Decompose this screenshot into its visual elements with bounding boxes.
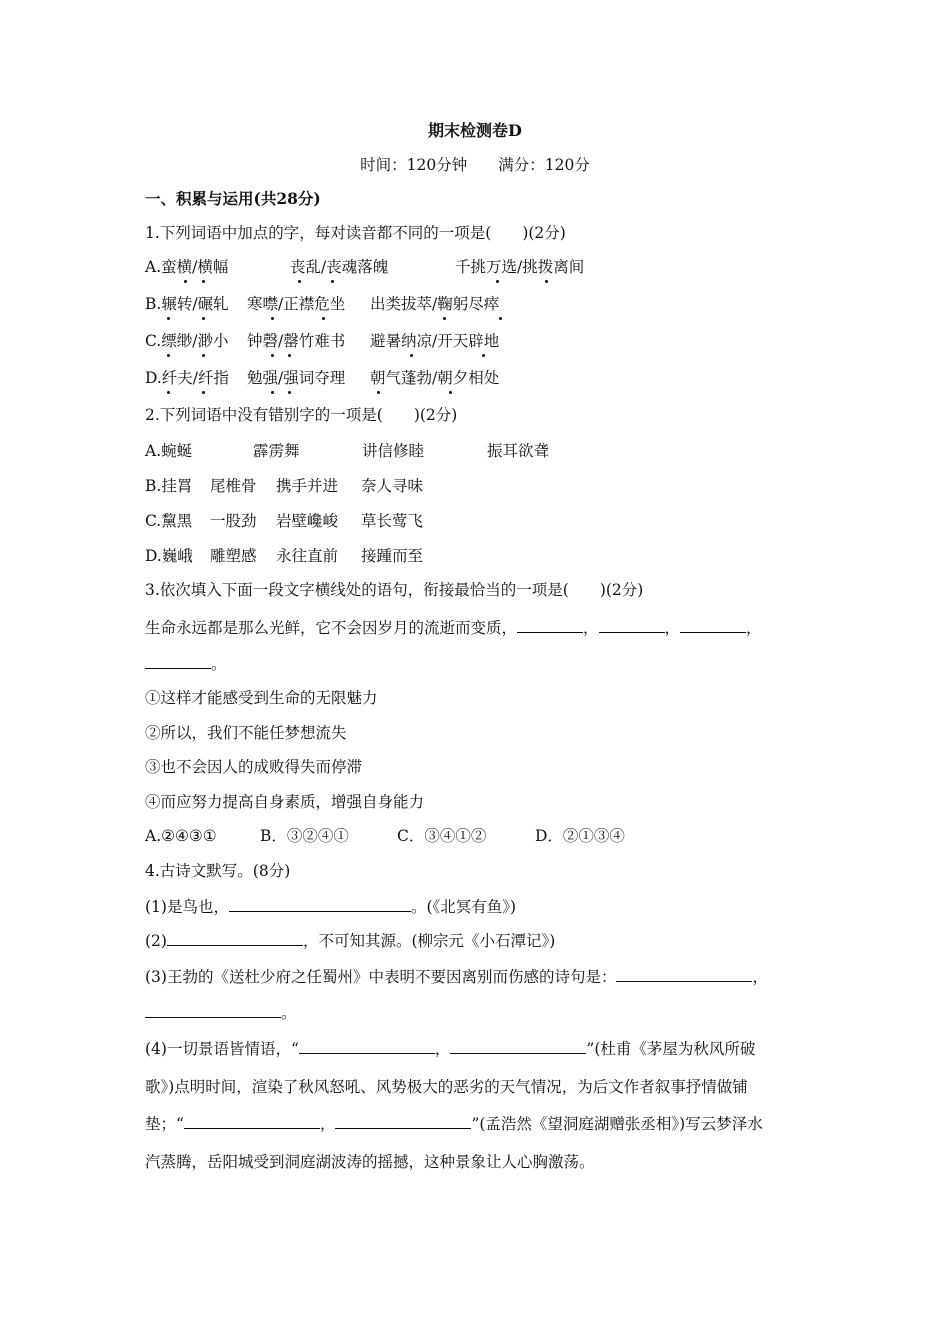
q4-item-2 <box>145 930 555 952</box>
q4-item-2-source: ，不可知其源。(柳宗元《小石潭记》) <box>302 932 556 950</box>
q3-sentence-4: ④而应努力提高自身素质，增强自身能力 <box>145 793 425 811</box>
q4-item-4-line-4: 汽蒸腾，岳阳城受到洞庭湖波涛的摇撼，这种景象让人心胸激荡。 <box>145 1153 595 1171</box>
answer-blank <box>299 1039 435 1054</box>
emphasis-dot <box>545 280 548 283</box>
q3-sentence-3: ③也不会因人的成败得失而停滞 <box>145 758 363 776</box>
q4-item-3-text: (3)王勃的《送杜少府之任蜀州》中表明不要因离别而伤感的诗句是： <box>145 968 617 986</box>
q2-option-d-1: D.巍峨 <box>145 547 193 565</box>
q2-option-c-4: 草长莺飞 <box>361 512 424 530</box>
q3-option-b: B．③②④① <box>260 827 349 845</box>
q2-option-a-2: 霹雳舞 <box>253 442 300 460</box>
emphasis-dot <box>377 391 380 394</box>
q1-option-b-2: 寒噤/正襟危坐 <box>247 295 346 313</box>
emphasis-dot <box>499 317 502 320</box>
q1-option-c-1: C.缥缈/渺小 <box>145 332 229 350</box>
q3-option-d: D．②①③④ <box>535 827 625 845</box>
q2-option-d-4: 接踵而至 <box>361 547 424 565</box>
q1-option-d-3: 朝气蓬勃/朝夕相处 <box>370 369 500 387</box>
q3-option-c: C．③④①② <box>397 827 487 845</box>
answer-blank <box>450 1039 586 1054</box>
q4-item-3 <box>145 966 768 988</box>
q1-option-d-1: D.纤夫/纤指 <box>145 369 230 387</box>
q4-item-4-line-1 <box>145 1038 755 1060</box>
q3-passage-line-1 <box>145 617 762 639</box>
q4-item-1-text: (1)是鸟也， <box>145 898 229 916</box>
q2-option-c-3: 岩壁巉峻 <box>276 512 339 530</box>
q4-item-4-source-2: ”(孟浩然《望洞庭湖赠张丞相》)写云梦泽水 <box>471 1115 763 1133</box>
answer-blank <box>145 654 211 669</box>
answer-blank <box>616 967 752 982</box>
q4-item-4-sep: ， <box>434 1040 451 1058</box>
answer-blank <box>229 897 411 912</box>
emphasis-dot <box>322 317 325 320</box>
q2-option-c-1: C.黧黑 <box>145 512 193 530</box>
emphasis-dot <box>167 391 170 394</box>
q1-option-a-1-text: A.蛮横/横幅 <box>145 258 229 276</box>
q1-option-c-2: 钟磬/罄竹难书 <box>247 332 346 350</box>
question-1-stem: 1.下列词语中加点的字，每对读音都不同的一项是( )(2分) <box>145 224 566 242</box>
q2-option-b-1: B.挂罥 <box>145 477 193 495</box>
q4-item-3-sep: ， <box>752 968 768 986</box>
q2-option-c-2: 一股劲 <box>210 512 257 530</box>
q4-item-3-end: 。 <box>281 1004 297 1022</box>
answer-blank <box>599 618 665 633</box>
q4-item-4-line-3 <box>145 1113 763 1135</box>
emphasis-dot <box>443 317 446 320</box>
emphasis-dot <box>288 391 291 394</box>
q1-option-a-1 <box>145 256 228 278</box>
emphasis-dot <box>410 354 413 357</box>
q3-end: 。 <box>211 655 227 673</box>
q4-item-1-source: 。(《北冥有鱼》) <box>410 898 517 916</box>
answer-blank <box>680 618 746 633</box>
q4-item-4-sep-2: ， <box>319 1115 336 1133</box>
q3-passage-line-2 <box>145 653 227 675</box>
q2-option-a-4: 振耳欲聋 <box>487 442 550 460</box>
question-3-stem: 3.依次填入下面一段文字横线处的语句，衔接最恰当的一项是( )(2分) <box>145 581 644 599</box>
q4-item-4-line-2: 歌》)点明时间，渲染了秋风怒吼、风势极大的恶劣的天气情况，为后文作者叙事抒情做铺 <box>145 1078 748 1096</box>
q4-item-4-text: (4)一切景语皆情语，“ <box>145 1040 299 1058</box>
section-heading: 一、积累与运用(共28分) <box>145 189 321 208</box>
q1-option-d-2: 勉强/强词夺理 <box>247 369 346 387</box>
emphasis-dot <box>167 354 170 357</box>
q2-option-b-3: 携手并进 <box>276 477 339 495</box>
emphasis-dot <box>184 280 187 283</box>
q1-option-a-3: 千挑万选/挑拨离间 <box>455 258 585 276</box>
emphasis-dot <box>271 354 274 357</box>
answer-blank <box>517 618 583 633</box>
emphasis-dot <box>202 354 205 357</box>
emphasis-dot <box>271 317 274 320</box>
q2-option-a-1: A.蜿蜒 <box>145 442 193 460</box>
question-4-stem: 4.古诗文默写。(8分) <box>145 862 291 880</box>
question-2-stem: 2.下列词语中没有错别字的一项是( )(2分) <box>145 406 458 424</box>
q1-option-c-3: 避暑纳凉/开天辟地 <box>370 332 500 350</box>
q2-option-a-3: 讲信修睦 <box>362 442 425 460</box>
emphasis-dot <box>331 280 334 283</box>
exam-info: 时间：120分钟 满分：120分 <box>360 156 590 174</box>
q3-sentence-1: ①这样才能感受到生命的无限魅力 <box>145 689 378 707</box>
q3-option-a: A.②④③① <box>145 827 217 845</box>
q2-option-d-2: 雕塑感 <box>210 547 257 565</box>
q4-item-2-text: (2) <box>145 932 167 950</box>
emphasis-dot <box>482 354 485 357</box>
q4-item-3-line-2 <box>145 1002 297 1024</box>
answer-blank <box>167 931 303 946</box>
q3-separator: ， <box>746 619 762 637</box>
emphasis-dot <box>298 280 301 283</box>
answer-blank <box>145 1003 281 1018</box>
q3-passage-text: 生命永远都是那么光鲜，它不会因岁月的流逝而变质， <box>145 619 518 637</box>
emphasis-dot <box>496 280 499 283</box>
emphasis-dot <box>202 317 205 320</box>
q4-item-4-text-2: 垫；“ <box>145 1115 184 1133</box>
q3-separator: ， <box>664 619 681 637</box>
q1-option-a-2: 丧乱/丧魂落魄 <box>290 258 389 276</box>
answer-blank <box>335 1114 471 1129</box>
q2-option-d-3: 永往直前 <box>276 547 339 565</box>
emphasis-dot <box>449 391 452 394</box>
q2-option-b-2: 尾椎骨 <box>210 477 257 495</box>
answer-blank <box>184 1114 320 1129</box>
q1-option-b-1: B.辗转/碾轧 <box>145 295 229 313</box>
emphasis-dot <box>202 391 205 394</box>
q4-item-1 <box>145 896 516 918</box>
emphasis-dot <box>288 354 291 357</box>
q2-option-b-4: 奈人寻味 <box>361 477 424 495</box>
emphasis-dot <box>202 280 205 283</box>
q4-item-4-source: ”(杜甫《茅屋为秋风所破 <box>586 1040 756 1058</box>
emphasis-dot <box>271 391 274 394</box>
page-title: 期末检测卷D <box>428 121 522 140</box>
q3-sentence-2: ②所以，我们不能任梦想流失 <box>145 724 347 742</box>
q1-option-b-3: 出类拔萃/鞠躬尽瘁 <box>370 295 500 313</box>
emphasis-dot <box>167 317 170 320</box>
q3-separator: ， <box>583 619 599 637</box>
